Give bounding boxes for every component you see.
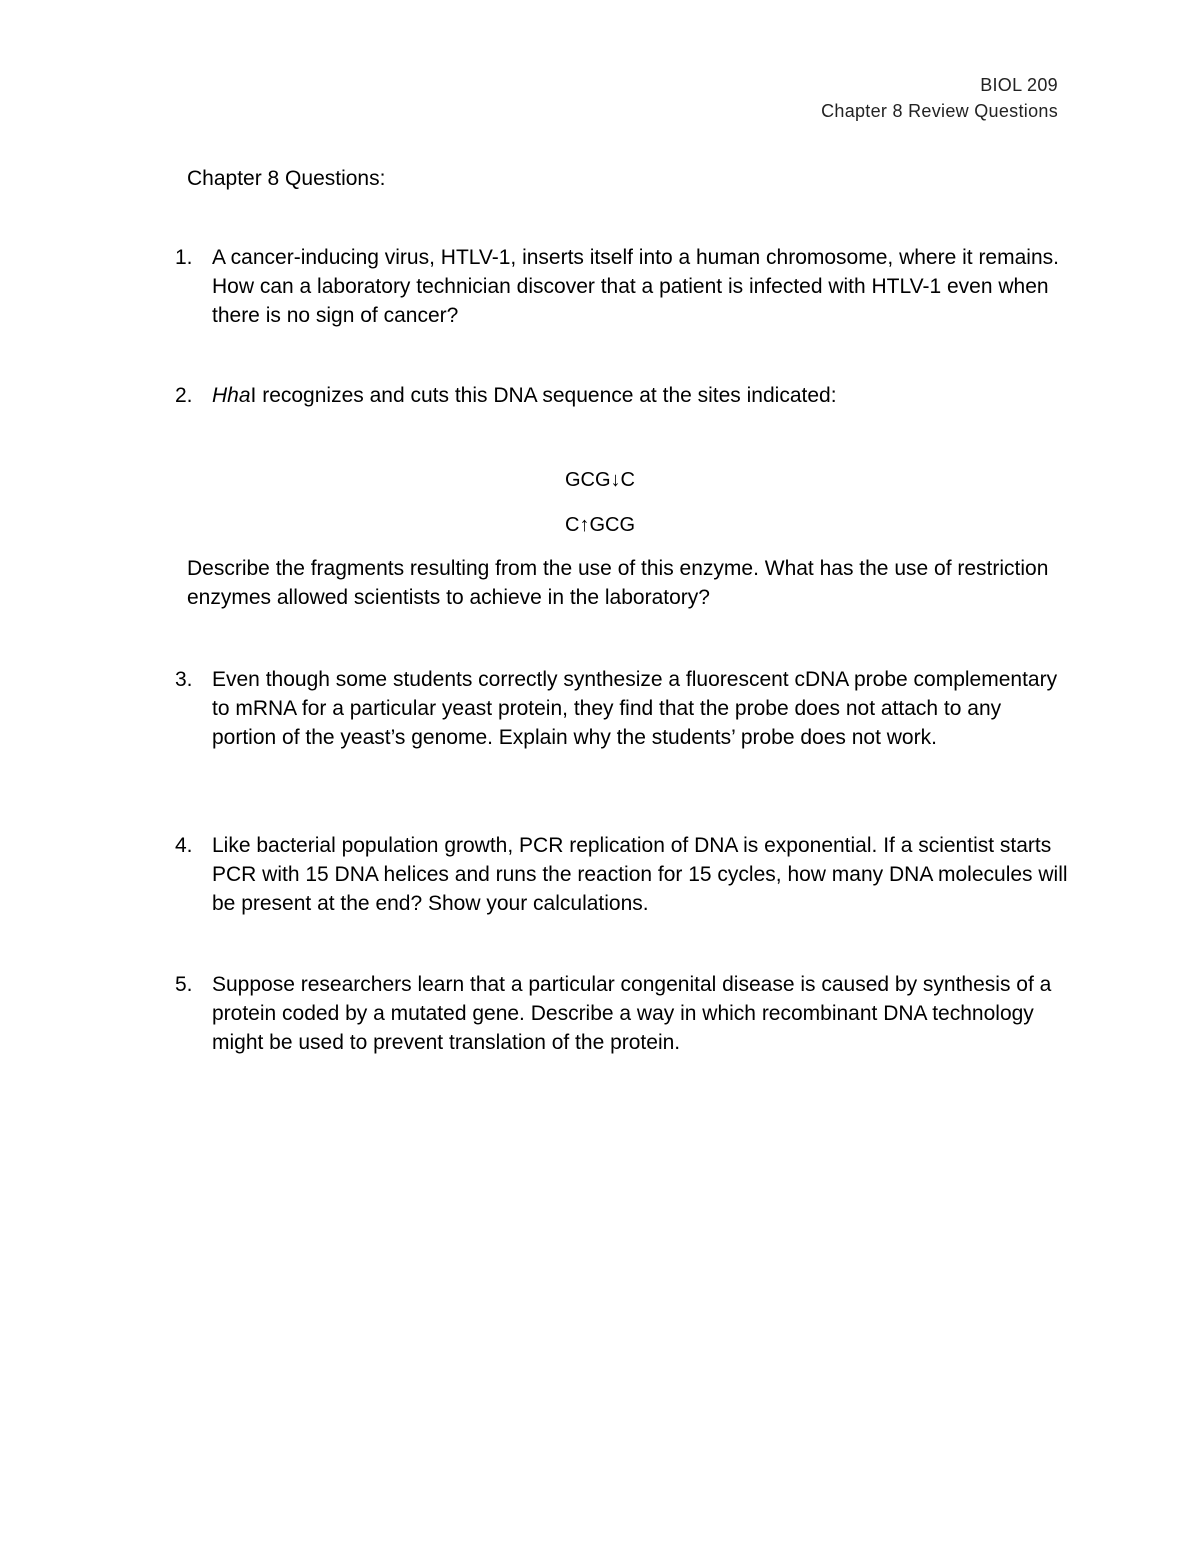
section-title: Chapter 8 Questions: — [187, 167, 386, 190]
question-number: 3. — [175, 668, 193, 691]
question-text — [212, 381, 1070, 410]
enzyme-name-italic: Hha — [212, 384, 251, 407]
question-4 — [175, 831, 1070, 918]
question-3 — [175, 665, 1070, 752]
sequence-bottom-text: C↑GCG — [565, 514, 635, 536]
question-number: 2. — [175, 384, 193, 407]
dna-sequence-top — [0, 466, 1200, 495]
question-text-rest: recognizes and cuts this DNA sequence at the sites indicated: — [256, 384, 837, 407]
question-number: 4. — [175, 834, 193, 857]
question-number: 5. — [175, 973, 193, 996]
question-1 — [175, 243, 1070, 330]
enzyme-name-suffix: I — [250, 384, 257, 407]
question-text: Like bacterial population growth, PCR replication of DNA is exponential. If a scientist starts PCR with 15 DNA helices and runs the reaction for 15 cycles, how many DNA molecules will be present at the end? Show your calculations. — [212, 834, 1068, 915]
question-text: Even though some students correctly synthesize a fluorescent cDNA probe complementary to mRNA for a particular yeast protein, they find that the probe does not attach to any portion of the yeast’s genome. Explain why the students’ probe does not work. — [212, 668, 1058, 749]
question-number: 1. — [175, 246, 193, 269]
course-code: BIOL 209 — [980, 75, 1058, 95]
header-subtitle: Chapter 8 Review Questions — [821, 101, 1058, 121]
dna-sequence-bottom — [0, 511, 1200, 540]
question-text: A cancer-inducing virus, HTLV-1, inserts itself into a human chromosome, where it remains. How can a laboratory technician discover that a patient is infected with HTLV-1 even when there is no sign of cancer? — [212, 246, 1059, 327]
question-text: Suppose researchers learn that a particular congenital disease is caused by synthesis of a protein coded by a mutated gene. Describe a way in which recombinant DNA technology might be used to prevent translation of the protein. — [212, 973, 1052, 1054]
sequence-top-text: GCG↓C — [565, 469, 635, 491]
question-2 — [175, 381, 1070, 410]
page-header — [821, 72, 1058, 124]
question-5 — [175, 970, 1070, 1057]
question-2-follow-up: Describe the fragments resulting from the use of this enzyme. What has the use of restriction enzymes allowed scientists to achieve in the laboratory? — [187, 557, 1049, 609]
